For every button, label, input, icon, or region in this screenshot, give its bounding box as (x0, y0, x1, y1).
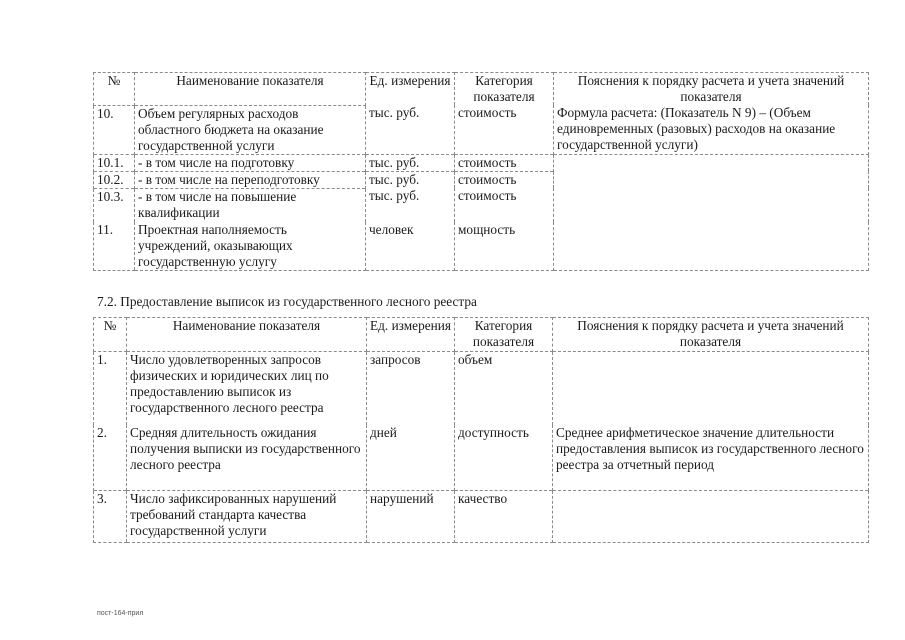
table1-header-row (94, 73, 869, 106)
table1-row-num: 10.2. (94, 171, 135, 188)
table2-header-num: № (94, 318, 127, 352)
table2-row-num: 1. (94, 352, 127, 425)
table2-header-unit: Ед. измерения (367, 318, 455, 352)
table1-row-notes: Формула расчета: (Показатель N 9) – (Объем единовременных (разовых) расходов на оказание государственной услуги) (554, 105, 869, 154)
table2-row-unit: дней (367, 425, 455, 491)
table2-row-unit: нарушений (367, 491, 455, 543)
table2-row-notes: Среднее арифметическое значение длительности предоставления выписок из государственного лесного реестра за отчетный период (553, 425, 869, 491)
table2-header-notes: Пояснения к порядку расчета и учета значений показателя (553, 318, 869, 352)
table1-row-notes (554, 188, 869, 222)
table1-row-unit: тыс. руб. (366, 171, 455, 188)
table1-row-notes (554, 222, 869, 271)
table1-row-category: стоимость (455, 105, 554, 154)
table2-row-num: 3. (94, 491, 127, 543)
table1-row-category: мощность (455, 222, 554, 271)
table1-row-num: 11. (94, 222, 135, 271)
table1-row-unit: тыс. руб. (366, 188, 455, 222)
table2-header-row (94, 318, 869, 352)
table1-header-num: № (94, 73, 135, 106)
table1-row-unit: тыс. руб. (366, 105, 455, 154)
table1-row-category: стоимость (455, 171, 554, 188)
table1-row-category: стоимость (455, 188, 554, 222)
table2-row-unit: запросов (367, 352, 455, 425)
table2-row (94, 352, 869, 425)
table1-row-unit: тыс. руб. (366, 154, 455, 171)
table1-header-unit: Ед. измерения (366, 73, 455, 106)
section-title: 7.2. Предоставление выписок из государственного лесного реестра (97, 294, 477, 309)
table2-row-name: Число зафиксированных нарушений требований стандарта качества государственной услуги (127, 491, 367, 543)
table2-row-name: Средняя длительность ожидания получения выписки из государственного лесного реестра (127, 425, 367, 491)
indicators-table-2 (93, 317, 869, 543)
table2-row-notes (553, 352, 869, 425)
table1-row-notes (554, 171, 869, 188)
table1-row-name: - в том числе на повышение квалификации (135, 188, 366, 222)
table1-row-name: Объем регулярных расходов областного бюджета на оказание государственной услуги (135, 105, 366, 154)
table1-row (94, 171, 869, 188)
table1-row-name: - в том числе на подготовку (135, 154, 366, 171)
table2-row (94, 425, 869, 491)
table1-row (94, 222, 869, 271)
table1-header-category: Категория показателя (455, 73, 554, 106)
table1-row-unit: человек (366, 222, 455, 271)
table1-row-category: стоимость (455, 154, 554, 171)
table1-header-name: Наименование показателя (135, 73, 366, 106)
table1-row-num: 10. (94, 105, 135, 154)
table2-row-category: доступность (455, 425, 553, 491)
footer-filename: пост-164-прил (97, 610, 144, 617)
table2-row (94, 491, 869, 543)
indicators-table-1 (93, 72, 869, 271)
table2-row-category: качество (455, 491, 553, 543)
table1-row-num: 10.1. (94, 154, 135, 171)
table1-row (94, 105, 869, 154)
table1-row-name: Проектная наполняемость учреждений, оказывающих государственную услугу (135, 222, 366, 271)
table2-header-name: Наименование показателя (127, 318, 367, 352)
table1-row (94, 188, 869, 222)
table1-row-num: 10.3. (94, 188, 135, 222)
table1-row (94, 154, 869, 171)
table1-header-notes: Пояснения к порядку расчета и учета значений показателя (554, 73, 869, 106)
table1-row-notes (554, 154, 869, 171)
table2-row-notes (553, 491, 869, 543)
table2-row-name: Число удовлетворенных запросов физических и юридических лиц по предоставлению выписок из государственного лесного реестра (127, 352, 367, 425)
table1-row-name: - в том числе на переподготовку (135, 171, 366, 188)
table2-row-category: объем (455, 352, 553, 425)
table2-header-category: Категория показателя (455, 318, 553, 352)
table2-row-num: 2. (94, 425, 127, 491)
